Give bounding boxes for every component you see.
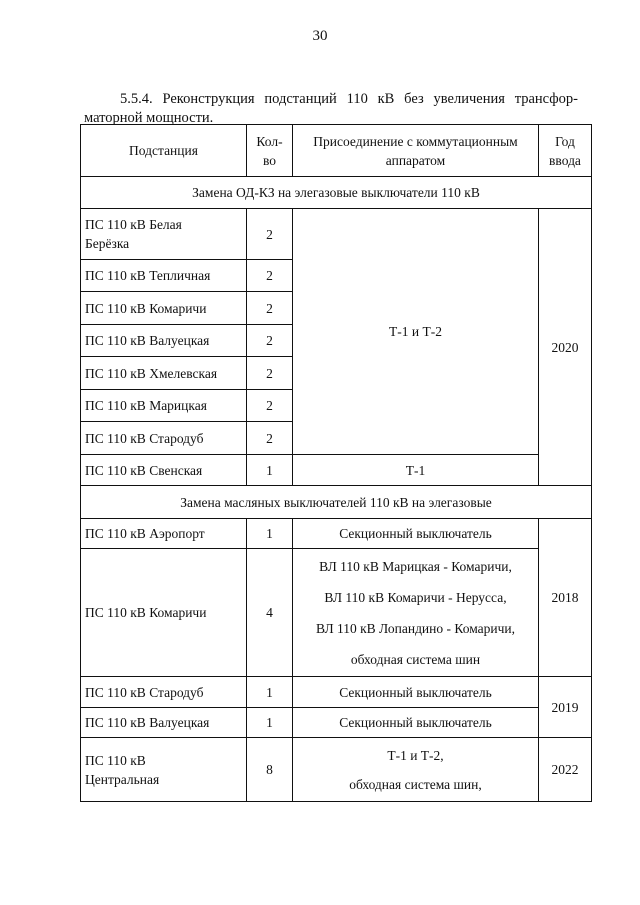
qty-cell: 2 — [247, 325, 293, 357]
year-cell: 2020 — [539, 209, 592, 486]
table-header-row — [81, 125, 592, 177]
substation-name: ПС 110 кВ Комаричи — [81, 549, 247, 677]
table-row — [81, 677, 592, 708]
qty-cell: 1 — [247, 455, 293, 486]
qty-cell: 2 — [247, 260, 293, 292]
substation-name: ПС 110 кВ Валуецкая — [81, 325, 247, 357]
table-row — [81, 708, 592, 738]
header-qty: Кол- во — [247, 125, 293, 177]
heading-line-2: маторной мощности. — [84, 110, 214, 126]
page-number: 30 — [312, 28, 328, 44]
qty-cell: 1 — [247, 677, 293, 708]
substation-name: ПС 110 кВ Валуецкая — [81, 708, 247, 738]
connection-cell: Т-1 — [293, 455, 539, 486]
year-cell: 2022 — [539, 738, 592, 802]
section-title-row — [81, 177, 592, 209]
table-row — [81, 549, 592, 677]
qty-cell: 2 — [247, 357, 293, 390]
table-row — [81, 738, 592, 802]
section-title-row — [81, 486, 592, 519]
substation-name: ПС 110 кВ Стародуб — [81, 677, 247, 708]
header-connection: Присоединение с коммутационным аппаратом — [293, 125, 539, 177]
table-row — [81, 209, 592, 260]
table-row — [81, 519, 592, 549]
substation-name: ПС 110 кВ Марицкая — [81, 390, 247, 422]
year-cell: 2019 — [539, 677, 592, 738]
substation-name: ПС 110 кВ Хмелевская — [81, 357, 247, 390]
qty-cell: 4 — [247, 549, 293, 677]
substation-name: ПС 110 кВ Свенская — [81, 455, 247, 486]
qty-cell: 2 — [247, 292, 293, 325]
qty-cell: 2 — [247, 422, 293, 455]
substation-name: ПС 110 кВ Стародуб — [81, 422, 247, 455]
heading-line-1: 5.5.4. Реконструкция подстанций 110 кВ без увеличения трансфор- — [120, 91, 578, 107]
header-year: Год ввода — [539, 125, 592, 177]
qty-cell: 2 — [247, 209, 293, 260]
table-row — [81, 455, 592, 486]
section-2-title: Замена масляных выключателей 110 кВ на элегазовые — [81, 486, 592, 519]
connection-cell: Т-1 и Т-2, обходная система шин, — [293, 738, 539, 802]
substation-name: ПС 110 кВ Белая Берёзка — [81, 209, 247, 260]
substation-name: ПС 110 кВ Комаричи — [81, 292, 247, 325]
connection-cell: Секционный выключатель — [293, 677, 539, 708]
section-1-title: Замена ОД-КЗ на элегазовые выключатели 110 кВ — [81, 177, 592, 209]
substation-name: ПС 110 кВ Центральная — [81, 738, 247, 802]
qty-cell: 2 — [247, 390, 293, 422]
header-substation: Подстанция — [81, 125, 247, 177]
qty-cell: 1 — [247, 708, 293, 738]
connection-cell: ВЛ 110 кВ Марицкая - Комаричи, ВЛ 110 кВ Комаричи - Нерусса, ВЛ 110 кВ Лопандино - Комаричи, обходная система шин — [293, 549, 539, 677]
substation-name: ПС 110 кВ Аэропорт — [81, 519, 247, 549]
qty-cell: 8 — [247, 738, 293, 802]
section-heading — [84, 90, 578, 128]
substation-name: ПС 110 кВ Тепличная — [81, 260, 247, 292]
connection-cell: Т-1 и Т-2 — [293, 209, 539, 455]
qty-cell: 1 — [247, 519, 293, 549]
connection-cell: Секционный выключатель — [293, 519, 539, 549]
connection-cell: Секционный выключатель — [293, 708, 539, 738]
substation-table — [80, 124, 592, 802]
year-cell: 2018 — [539, 519, 592, 677]
